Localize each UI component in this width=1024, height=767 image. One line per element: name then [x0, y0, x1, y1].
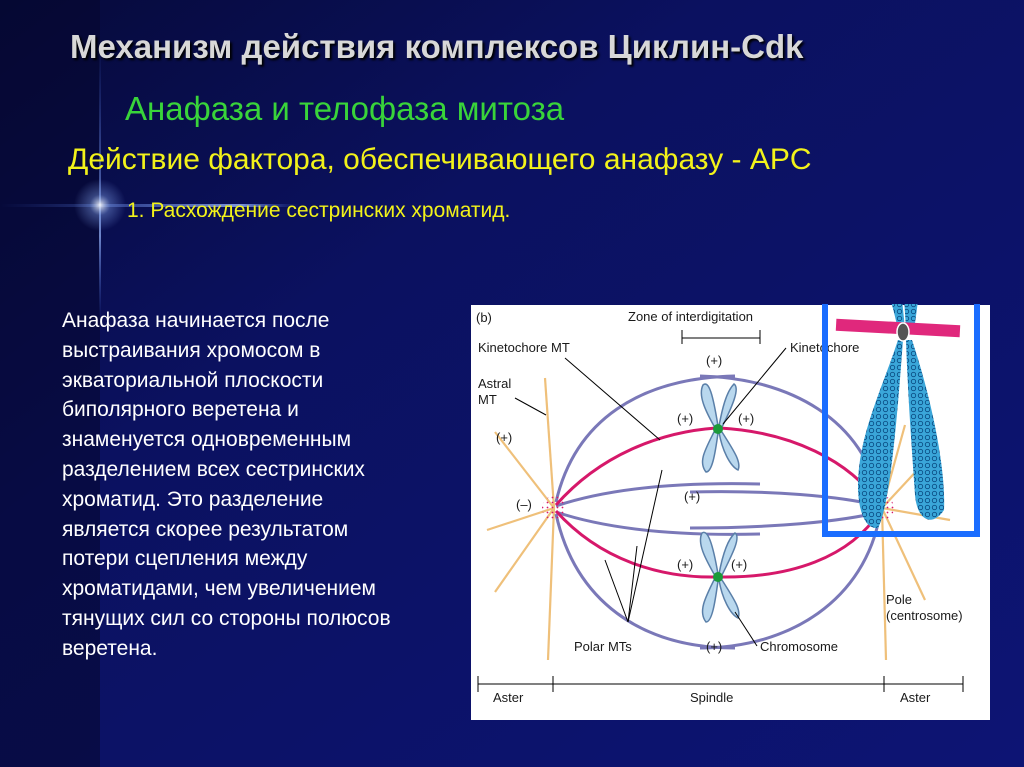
body-line: Анафаза начинается после — [62, 309, 330, 332]
left-pole-centrosome — [542, 496, 566, 520]
body-line: биполярного веретена и — [62, 398, 299, 422]
point-sister-chromatid-separation: 1. Расхождение сестринских хроматид. — [127, 199, 511, 222]
plus-sign: (+) — [706, 353, 723, 368]
plus-sign: (+) — [677, 557, 694, 572]
subtitle-anaphase: Анафаза и телофаза митоза — [125, 90, 565, 127]
plus-sign: (+) — [677, 411, 694, 426]
chromosome-label: Chromosome — [760, 639, 839, 654]
plus-sign: (+) — [738, 411, 755, 426]
astral-mt-label-line2: MT — [478, 392, 497, 407]
plus-sign: (+) — [706, 639, 723, 654]
spindle-label: Spindle — [690, 690, 734, 705]
pole-label-line1: Pole — [886, 592, 913, 607]
body-line: разделением всех сестринских — [62, 457, 365, 481]
body-line: веретена. — [62, 636, 158, 660]
body-line: тянущих сил со стороны полюсов — [62, 606, 391, 630]
mitotic-spindle-diagram — [470, 304, 1024, 767]
centromere — [897, 323, 909, 341]
astral-mt-label-line1: Astral — [478, 376, 512, 391]
kinetochore-dot-lower — [713, 572, 723, 582]
body-line: экваториальной плоскости — [62, 368, 324, 392]
kinetochore-mt-label: Kinetochore MT — [478, 340, 570, 355]
polar-mts-label: Polar MTs — [574, 639, 632, 654]
body-paragraph — [62, 306, 464, 664]
plus-sign: (+) — [731, 557, 748, 572]
subtitle-apc-action: Действие фактора, обеспечивающего анафазу - APC — [68, 143, 812, 176]
kinetochore-dot-upper — [713, 424, 723, 434]
body-line: выстраивания хромосом в — [62, 338, 321, 362]
zone-of-interdigitation-label: Zone of interdigitation — [628, 309, 754, 324]
body-line: является скорее результатом — [62, 517, 349, 541]
slide-title: Механизм действия комплексов Циклин-Cdk — [70, 28, 804, 65]
panel-label: (b) — [476, 310, 492, 325]
kinetochore-label: Kinetochore — [790, 340, 860, 355]
aster-right-label: Aster — [900, 690, 931, 705]
body-line: хроматидами, чем увеличением — [62, 577, 376, 601]
pole-label-line2: (centrosome) — [886, 608, 963, 623]
plus-sign: (+) — [496, 430, 513, 445]
body-line: знаменуется одновременным — [62, 428, 352, 452]
plus-sign: (+) — [684, 489, 701, 504]
aster-left-label: Aster — [493, 690, 524, 705]
body-line: хроматид. Это разделение — [62, 487, 324, 511]
minus-sign: (–) — [516, 497, 532, 512]
light-flare — [74, 179, 126, 231]
body-line: потери сцепления между — [62, 547, 308, 571]
